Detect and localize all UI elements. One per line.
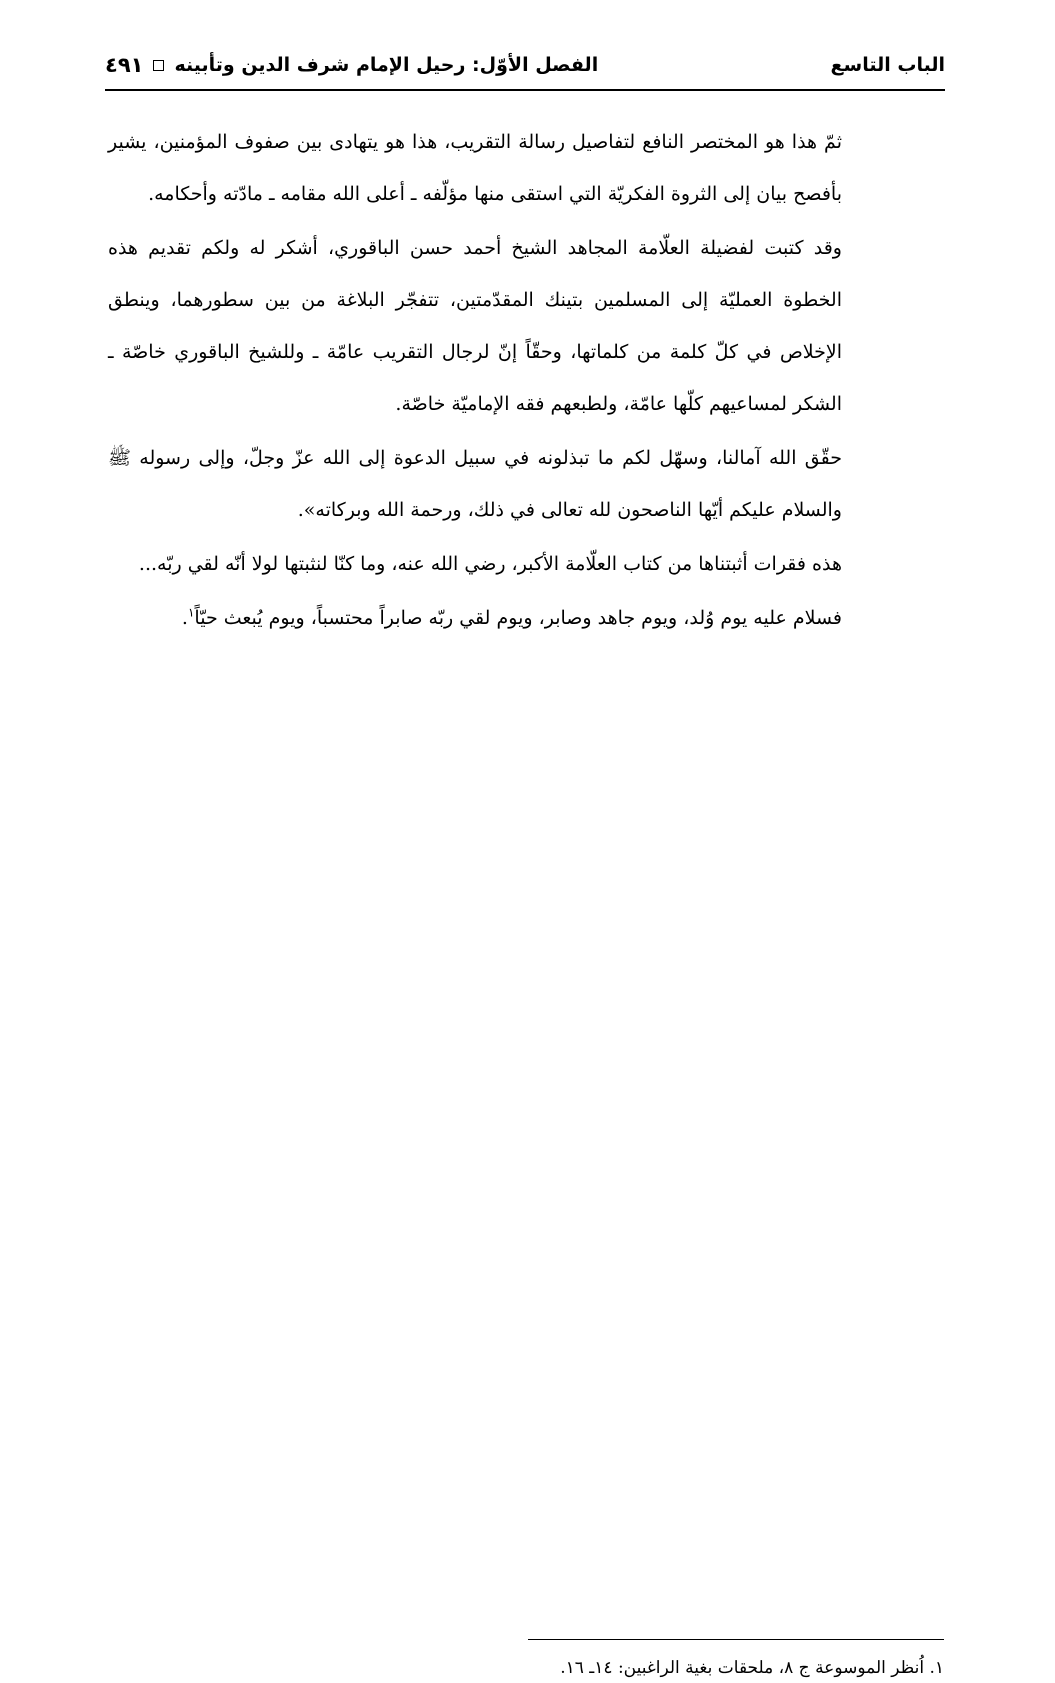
paragraph: حقّق الله آمالنا، وسهّل لكم ما تبذلونه في سبيل الدعوة إلى الله عزّ وجلّ، وإلى رسوله ﷺ والسلام عليكم أيّها الناصحون لله تعالى في ذلك، ورحمة الله وبركاته». (108, 447, 842, 521)
closing-period: . (181, 607, 188, 629)
closing-paragraph-text: فسلام عليه يوم وُلد، ويوم جاهد وصابر، ويوم لقي ربّه صابراً محتسباً، ويوم يُبعث حيّاً (194, 607, 842, 629)
page-number: ٤٩١ (105, 53, 144, 77)
square-separator-icon (153, 60, 164, 71)
paragraph: ثمّ هذا هو المختصر النافع لتفاصيل رسالة التقريب، هذا هو يتهادى بين صفوف المؤمنين، يشير بأفصح بيان إلى الثروة الفكريّة التي استقى منها مؤلّفه ـ أعلى الله مقامه ـ مادّته وأحكامه. (108, 131, 842, 205)
main-text (108, 116, 842, 644)
footnote-reference: ١ (187, 605, 195, 620)
running-title: الفصل الأوّل: رحيل الإمام شرف الدين وتأبينه (174, 54, 599, 76)
running-title-group (105, 53, 598, 77)
closing-paragraph (108, 592, 842, 644)
paragraph: وقد كتبت لفضيلة العلّامة المجاهد الشيخ أحمد حسن الباقوري، أشكر له ولكم تقديم هذه الخطوة العمليّة إلى المسلمين بتينك المقدّمتين، تتفجّر البلاغة من بين سطورهما، وينطق الإخلاص في كلّ كلمة من كلماتها، وحقّاً إنّ لرجال التقريب عامّة ـ وللشيخ الباقوري خاصّة ـ الشكر لمساعيهم كلّها عامّة، ولطبعهم فقه الإماميّة خاصّة. (108, 237, 842, 415)
chapter-title: الباب التاسع (830, 54, 945, 76)
footnote: ١. اُنظر الموسوعة ج ٨، ملحقات بغية الراغبين: ١٤ـ ١٦. (560, 1658, 944, 1678)
header-rule (105, 89, 945, 91)
paragraph: هذه فقرات أثبتناها من كتاب العلّامة الأكبر، رضي الله عنه، وما كنّا لنثبتها لولا أنّه لقي ربّه... (138, 553, 842, 575)
page-header (105, 44, 945, 86)
footnote-separator (528, 1639, 944, 1640)
